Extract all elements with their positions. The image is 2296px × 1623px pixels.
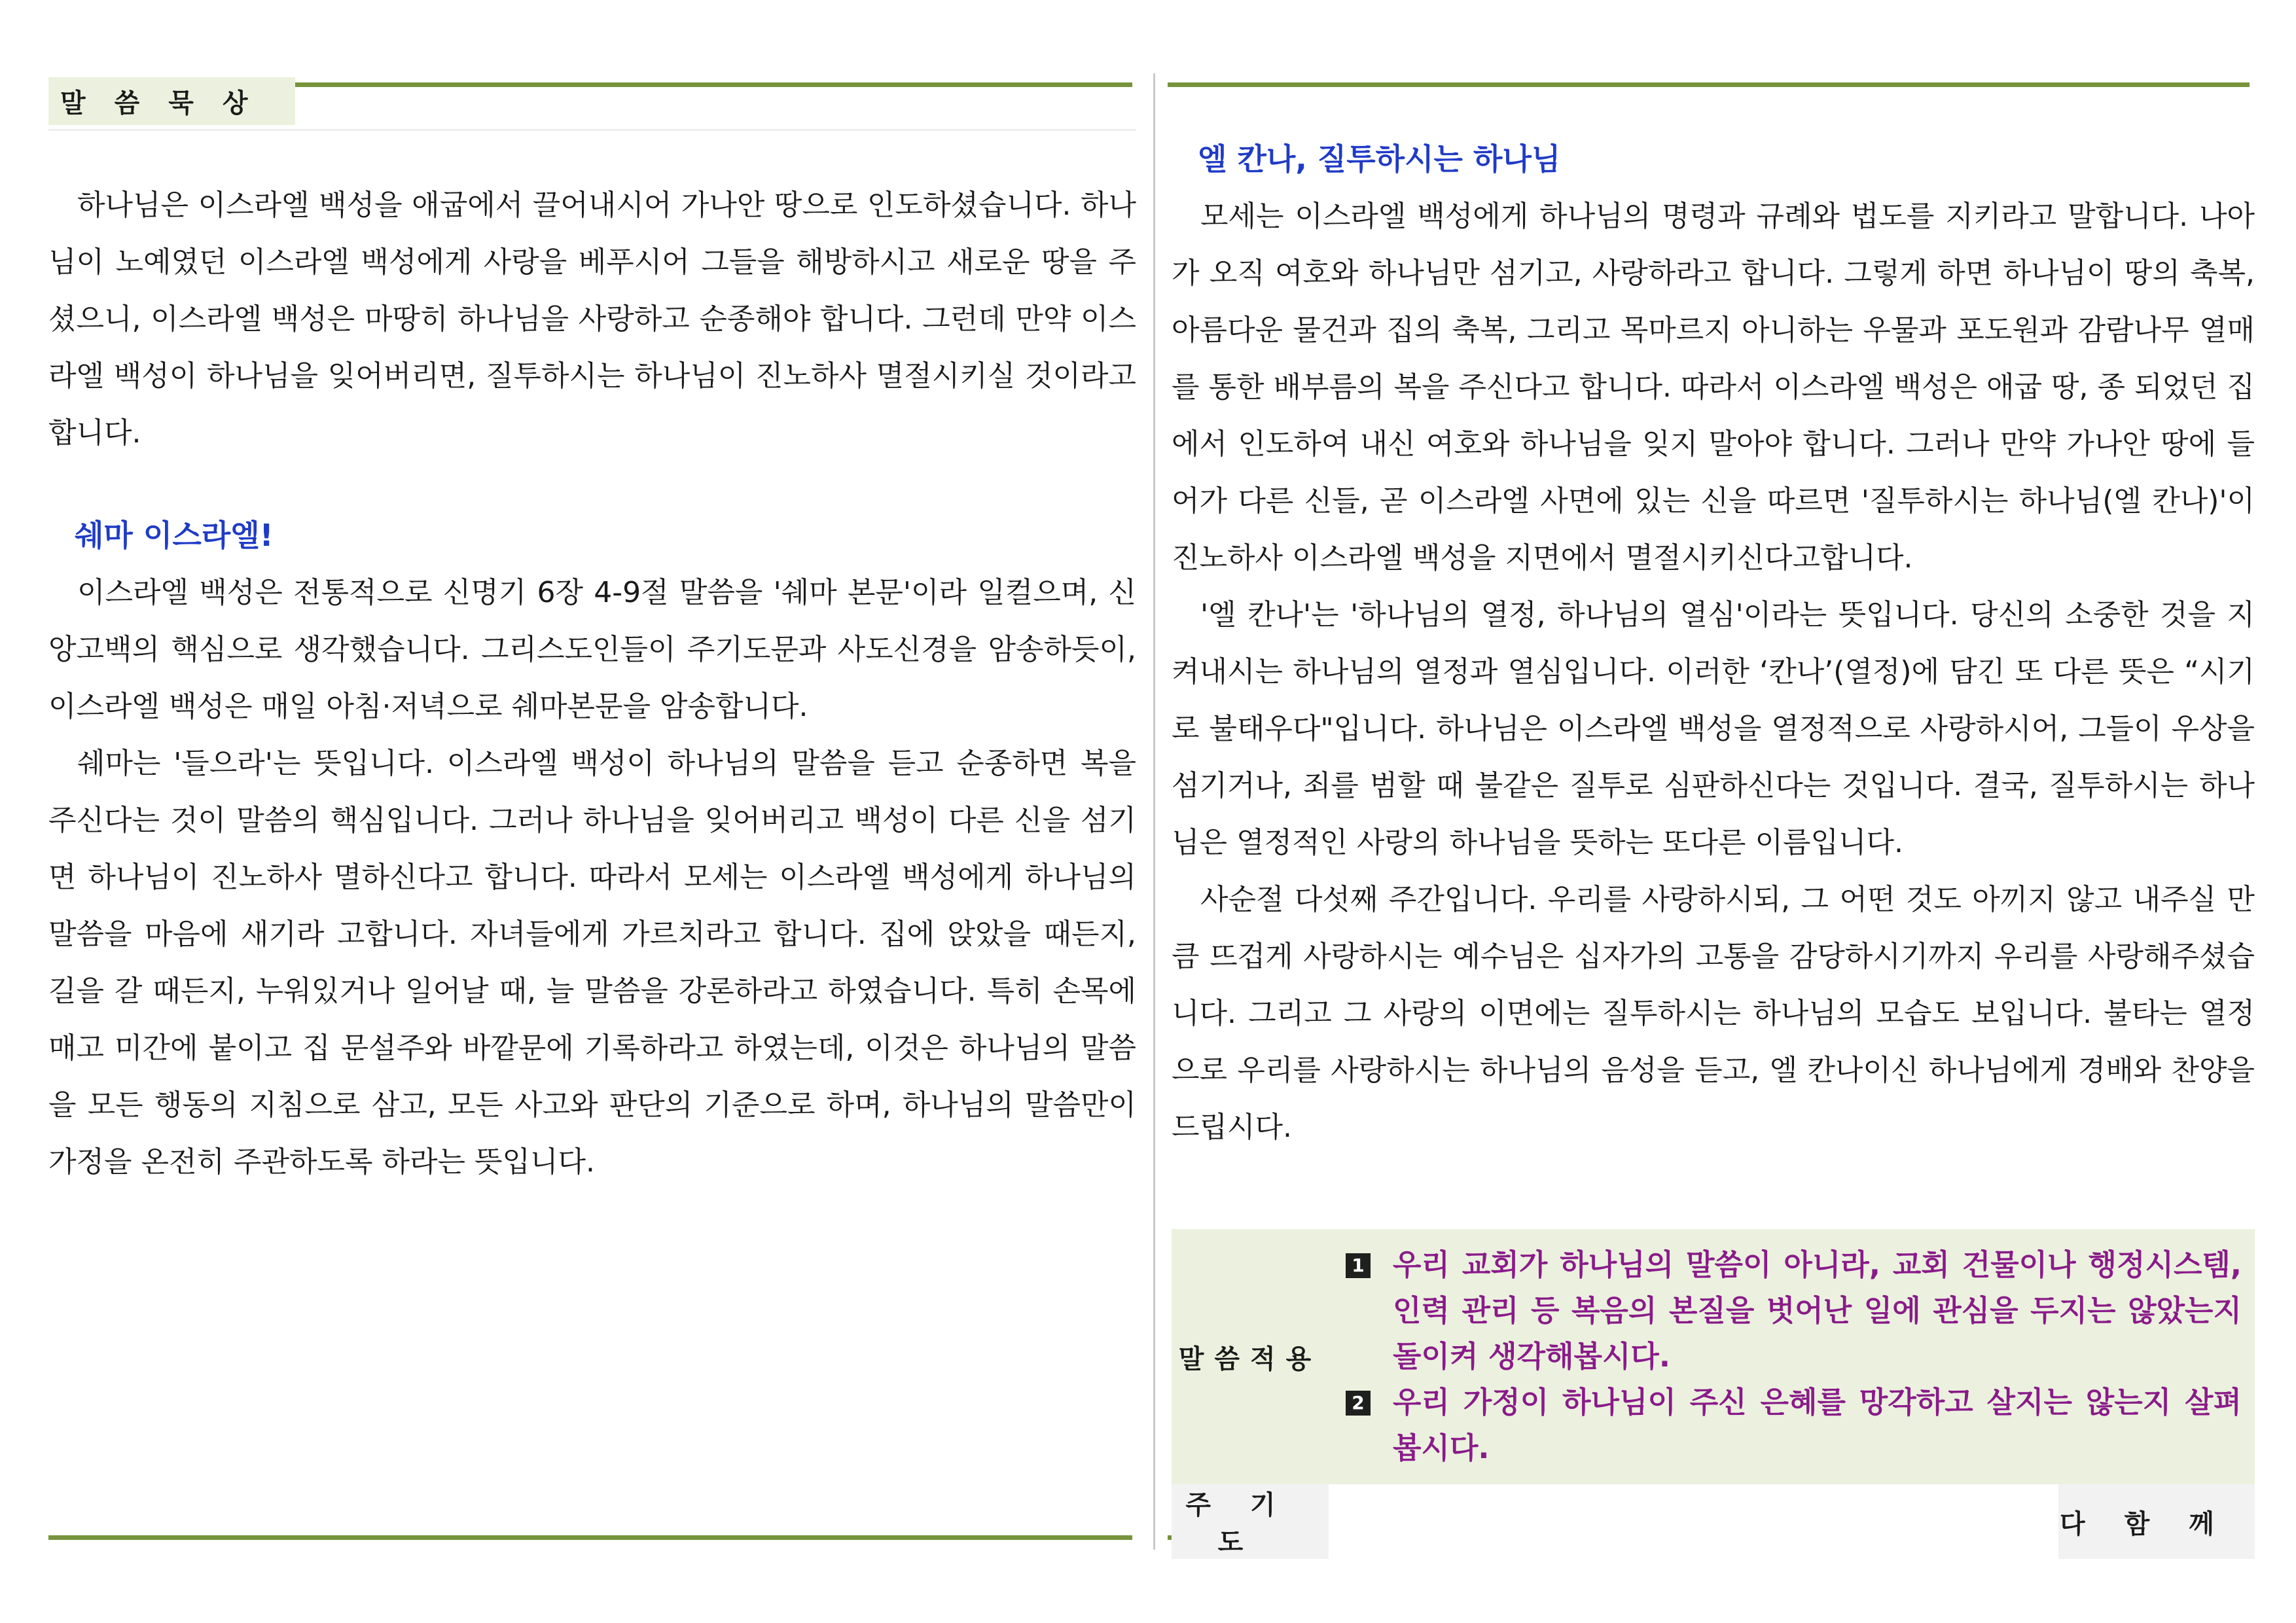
application-label: 말씀적용 xyxy=(1172,1229,1329,1484)
column-divider xyxy=(1153,73,1155,1550)
application-item-text: 우리 교회가 하나님의 말씀이 아니라, 교회 건물이나 행정시스템, 인력 관리 등 복음의 본질을 벗어난 일에 관심을 두지는 않았는지 돌이켜 생각해봅시다. xyxy=(1393,1247,2242,1374)
meditation-tag: 말씀묵상 xyxy=(48,77,295,125)
application-items xyxy=(1329,1229,2255,1484)
intro-paragraph: 하나님은 이스라엘 백성을 애굽에서 끌어내시어 가나안 땅으로 인도하셨습니다. 하나님이 노예였던 이스라엘 백성에게 사랑을 베푸시어 그들을 해방하시고 새로운 땅을 주셨으니, 이스라엘 백성은 마땅히 하나님을 사랑하고 순종해야 합니다. 그런데 만약 이스라엘 백성이 하나님을 잊어버리면, 질투하시는 하나님이 진노하사 멸절시키실 것이라고 합니다. xyxy=(48,188,1136,450)
right-column xyxy=(1172,131,2255,1156)
left-column xyxy=(48,77,1136,1190)
prayer-space xyxy=(1329,1484,2058,1559)
prayer-row xyxy=(1172,1484,2255,1559)
shema-paragraph-1: 이스라엘 백성은 전통적으로 신명기 6장 4-9절 말씀을 '쉐마 본문'이라 일컬으며, 신앙고백의 핵심으로 생각했습니다. 그리스도인들이 주기도문과 사도신경을 암송하듯이, 이스라엘 백성은 매일 아침·저녁으로 쉐마본문을 암송합니다. xyxy=(48,576,1136,723)
left-bottom-rule xyxy=(48,1535,1132,1540)
prayer-label: 주기도 xyxy=(1172,1484,1329,1559)
application-item xyxy=(1346,1242,2242,1380)
meditation-header xyxy=(48,77,1136,131)
application-table xyxy=(1172,1229,2255,1559)
application-item xyxy=(1346,1380,2242,1471)
el-kanna-paragraph-3: 사순절 다섯째 주간입니다. 우리를 사랑하시되, 그 어떤 것도 아끼지 않고 내주실 만큼 뜨겁게 사랑하시는 예수님은 십자가의 고통을 감당하시기까지 우리를 사랑해주셨습니다. 그리고 그 사랑의 이면에는 질투하시는 하나님의 모습도 보입니다. 불타는 열정으로 우리를 사랑하시는 하나님의 음성을 듣고, 엘 칸나이신 하나님에게 경배와 찬양을 드립시다. xyxy=(1172,883,2255,1144)
shema-heading: 쉐마 이스라엘! xyxy=(75,518,274,553)
number-2-badge: 2 xyxy=(1346,1391,1371,1416)
el-kanna-paragraph-1: 모세는 이스라엘 백성에게 하나님의 명령과 규례와 법도를 지키라고 말합니다. 나아가 오직 여호와 하나님만 섬기고, 사랑하라고 합니다. 그렇게 하면 하나님이 땅의 축복, 아름다운 물건과 집의 축복, 그리고 목마르지 아니하는 우물과 포도원과 감람나무 열매를 통한 배부름의 복을 주신다고 합니다. 따라서 이스라엘 백성은 애굽 땅, 종 되었던 집에서 인도하여 내신 여호와 하나님을 잊지 말아야 합니다. 그러나 만약 가나안 땅에 들어가 다른 신들, 곧 이스라엘 사면에 있는 신을 따르면 '질투하시는 하나님(엘 칸나)'이 진노하사 이스라엘 백성을 지면에서 멸절시키신다고합니다. xyxy=(1172,200,2255,575)
together-label: 다함께 xyxy=(2058,1484,2255,1559)
el-kanna-heading: 엘 칸나, 질투하시는 하나님 xyxy=(1198,141,1561,177)
el-kanna-paragraph-2: '엘 칸나'는 '하나님의 열정, 하나님의 열심'이라는 뜻입니다. 당신의 소중한 것을 지켜내시는 하나님의 열정과 열심입니다. 이러한 ‘칸나’(열정)에 담긴 또 다른 뜻은 “시기로 불태우다"입니다. 하나님은 이스라엘 백성을 열정적으로 사랑하시어, 그들이 우상을 섬기거나, 죄를 범할 때 불같은 질투로 심판하신다는 것입니다. 결국, 질투하시는 하나님은 열정적인 사랑의 하나님을 뜻하는 또다른 이름입니다. xyxy=(1172,598,2255,859)
application-item-text: 우리 가정이 하나님이 주신 은혜를 망각하고 살지는 않는지 살펴봅시다. xyxy=(1393,1385,2242,1465)
application-row xyxy=(1172,1229,2255,1484)
right-top-rule xyxy=(1168,82,2250,87)
number-1-badge: 1 xyxy=(1346,1253,1371,1278)
shema-paragraph-2: 쉐마는 '들으라'는 뜻입니다. 이스라엘 백성이 하나님의 말씀을 듣고 순종하면 복을 주신다는 것이 말씀의 핵심입니다. 그러나 하나님을 잊어버리고 백성이 다른 신을 섬기면 하나님이 진노하사 멸하신다고 합니다. 따라서 모세는 이스라엘 백성에게 하나님의 말씀을 마음에 새기라 고합니다. 자녀들에게 가르치라고 합니다. 집에 앉았을 때든지, 길을 갈 때든지, 누워있거나 일어날 때, 늘 말씀을 강론하라고 하였습니다. 특히 손목에 매고 미간에 붙이고 집 문설주와 바깥문에 기록하라고 하였는데, 이것은 하나님의 말씀을 모든 행동의 지침으로 삼고, 모든 사고와 판단의 기준으로 하며, 하나님의 말씀만이 가정을 온전히 주관하도록 하라는 뜻입니다. xyxy=(48,747,1137,1179)
